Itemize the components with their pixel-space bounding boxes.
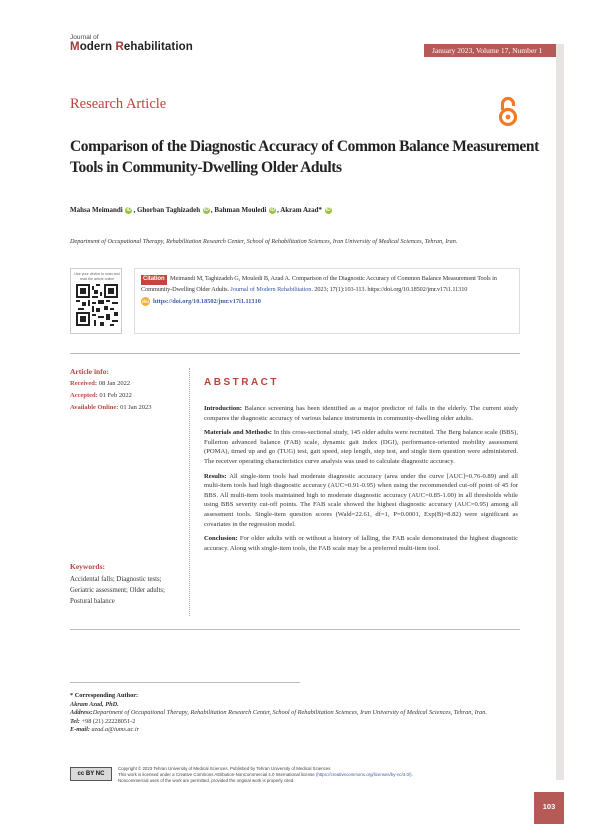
orcid-icon[interactable]: iD (203, 206, 209, 213)
journal-logo (70, 35, 193, 53)
copyright-notice (118, 766, 538, 784)
article-info-heading: Article info: (70, 367, 109, 376)
author-name: Mahsa Meimandi (70, 206, 123, 214)
accepted-date: Accepted: 01 Feb 2022 (70, 392, 132, 399)
open-access-icon (497, 96, 519, 128)
divider (70, 682, 300, 683)
author-name: Akram Azad* (280, 206, 323, 214)
article-title: Comparison of the Diagnostic Accuracy of Common Balance Measurement Tools in Community-Dwelling Older Adults (70, 138, 539, 176)
corresponding-tel: Tel: +98 (21) 22228051-2 (70, 717, 136, 725)
author-list: Mahsa Meimandi iD , Ghorban Taghizadeh iD , Bahman Mouledi iD , Akram Azad* iD (70, 206, 331, 214)
citation-tail: 2023; 17(1):103-113. https://doi.org/10.18502/jmr.v17i1.11310 (314, 285, 468, 293)
citation-text (141, 274, 513, 294)
copyright-line: Copyright © 2023 Tehran University of Medical Sciences. Published by Tehran University of Medical Sciences (118, 766, 331, 771)
license-link[interactable]: (https://creativecommons.org/licenses/by-nc/4.0/). (315, 772, 413, 777)
author-name: Ghorban Taghizadeh (136, 206, 201, 214)
citation-badge: Citation (141, 275, 167, 285)
author-name: Bahman Mouledi (214, 206, 267, 214)
orcid-icon[interactable]: iD (325, 206, 331, 213)
usage-line: Noncommercial uses of the work are permitted, provided the original work is properly cited. (118, 778, 295, 783)
column-divider (189, 368, 190, 616)
orcid-icon[interactable]: iD (126, 206, 132, 213)
abstract-results: Results: All single-item tools had moderate diagnostic accuracy (area under the curve [AUC]=0.76-0.89) and all multi-item tools had high diagnostic accuracy (AUC=0.91-0.95) when using the recommended cut-off point of 45 for BBS. All multi-item tools maintained high to moderate diagnostic accuracy (AUC=0.85-1.00) in all thresholds while using BBS severity cut-off points. The FAB scale showed the highest diagnostic accuracy (AUC=0.95) among all assessment tools. Single-item question scores (Wald=22.61, df=1, P=0.0001, Exp(B)=8.82) were significant as covariates in the regression model. (204, 472, 518, 528)
citation-body: Meimandi M, Taghizadeh G, Mouledi B, Azad A. Comparison of the Diagnostic Accuracy of Common Balance Measurement Tools in Community-Dwelling Older Adults. (141, 275, 497, 293)
creative-commons-icon[interactable]: cc BY NC (70, 767, 112, 781)
citation-box (134, 268, 520, 334)
affiliation: Department of Occupational Therapy, Rehabilitation Research Center, School of Rehabilitation Sciences, Iran University of Medical Sciences, Tehran, Iran. (70, 238, 458, 245)
doi-url[interactable]: https://doi.org/10.18502/jmr.v17i1.11310 (153, 297, 261, 305)
abstract-methods: Materials and Methods: In this cross-sectional study, 145 older adults were recruited. The Berg balance scale (BBS), Fullerton advanced balance (FAB) scale, dynamic gait index (DGI), performance-oriented mobility assessment (POMA), timed up and go (TUG) test, gait speed, step length, step test, and single item question were administered. The receiver operating characteristics curve analysis was used to calculate diagnostic accuracy. (204, 429, 518, 465)
issue-info: January 2023, Volume 17, Number 1 (424, 44, 564, 57)
corresponding-email[interactable]: E-mail: azad.a@iums.ac.ir (70, 726, 140, 734)
license-line: This work is licensed under a Creative Commons Attribution-NonCommercial 4.0 International license (https://creativecommons.org/licenses/by-nc/4.0/). (118, 772, 413, 777)
received-date: Received: 08 Jan 2022 (70, 380, 131, 387)
qr-code-icon (76, 284, 118, 326)
corresponding-address: Address:Department of Occupational Therapy, Rehabilitation Research Center, School of Rehabilitation Sciences, Iran University of Medical Sciences, Tehran, Iran. (70, 709, 487, 717)
abstract-introduction: Introduction: Balance screening has been identified as a major predictor of falls in the elderly. The current study compares the diagnostic accuracy of various balance instruments in community-dwelling older adults. (204, 405, 518, 422)
qr-code-box[interactable] (70, 268, 122, 334)
doi-icon: doi (142, 299, 149, 304)
page-number: 103 (534, 792, 564, 824)
corresponding-author (70, 692, 530, 735)
article-type: Research Article (70, 96, 167, 112)
orcid-icon[interactable]: iD (270, 206, 276, 213)
citation-journal-link[interactable]: Journal of Modern Rehabilitation. (230, 285, 313, 293)
divider (70, 629, 520, 630)
keywords-heading: Keywords: (70, 562, 105, 571)
corresponding-heading: * Corresponding Author: (70, 692, 139, 699)
abstract-heading: ABSTRACT (204, 377, 279, 388)
journal-logo-name: Modern Rehabilitation (70, 40, 193, 53)
abstract-body (204, 404, 518, 558)
keywords-text: Accidental falls; Diagnostic tests; Geriatric assessment; Older adults; Postural balance (70, 576, 165, 605)
abstract-conclusion: Conclusion: For older adults with or without a history of falling, the FAB scale demonstrated the highest diagnostic accuracy. Along with single-item tools, the FAB scale may be a preferred multi-item tool. (204, 535, 518, 552)
qr-caption: Use your device to scan and read the article online (74, 272, 120, 281)
divider (70, 353, 520, 354)
doi-link[interactable] (141, 297, 513, 306)
journal-logo-small: Journal of (70, 34, 99, 41)
corresponding-name: Akram Azad, PhD. (70, 700, 119, 708)
online-date: Available Online: 01 Jan 2023 (70, 404, 152, 411)
side-decoration-bar (556, 44, 564, 780)
